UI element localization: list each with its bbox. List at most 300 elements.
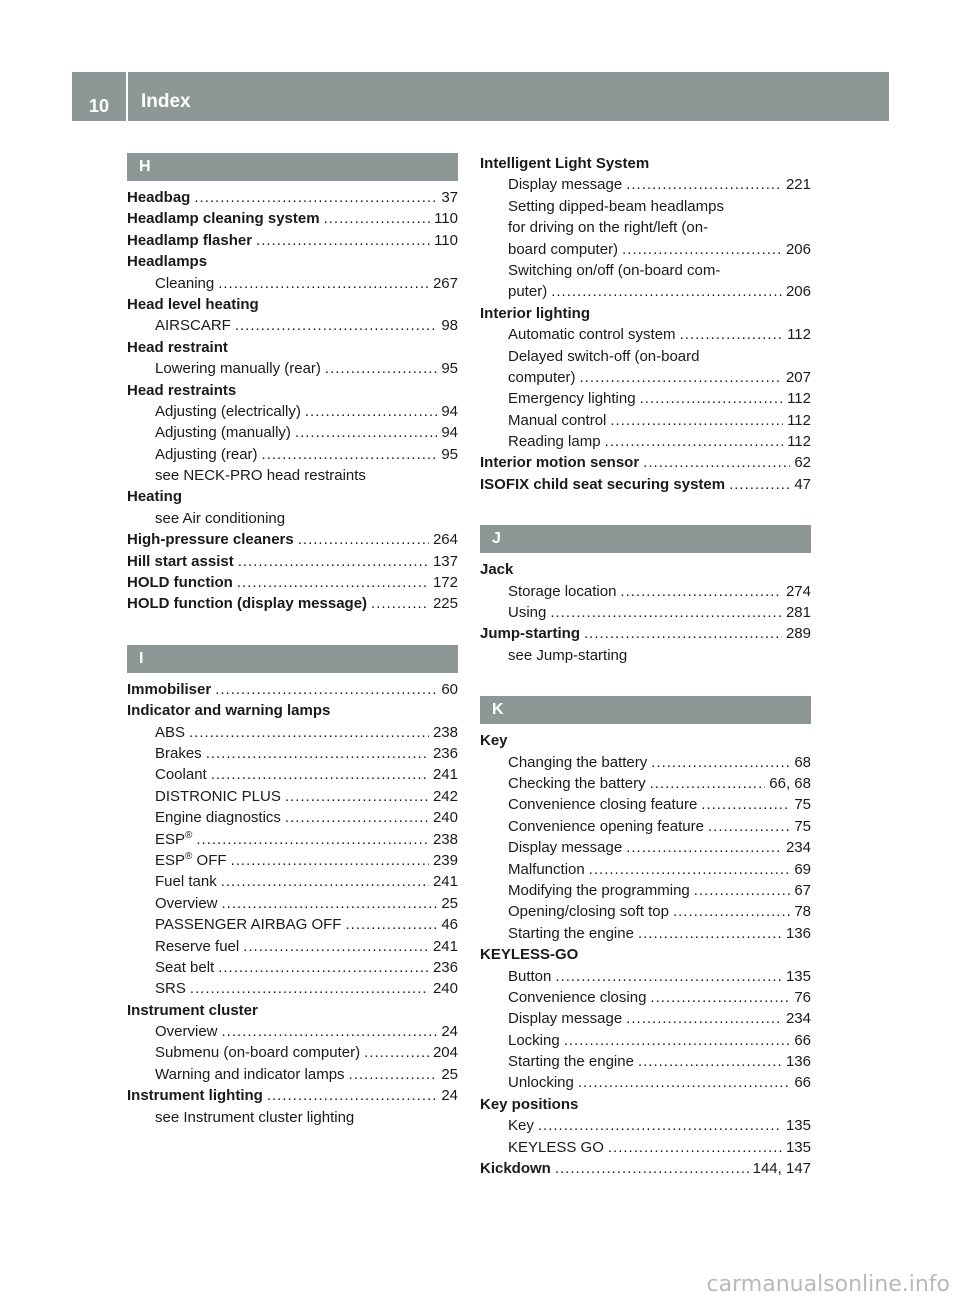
index-section [127, 645, 458, 1128]
dot-leader [285, 786, 429, 807]
index-entry[interactable] [127, 251, 458, 272]
dot-leader [640, 388, 784, 409]
dot-leader [580, 367, 782, 388]
entry-text: Headbag [127, 189, 191, 206]
index-subentry[interactable] [127, 444, 458, 465]
index-subentry[interactable] [127, 358, 458, 379]
index-subentry[interactable] [127, 465, 458, 486]
index-entry[interactable] [127, 337, 458, 358]
entry-text: Manual control [508, 411, 607, 429]
index-entry[interactable] [127, 551, 458, 572]
entry-text: see Jump-starting [508, 646, 628, 664]
index-subentry[interactable] [480, 1030, 811, 1051]
entry-text: Setting dipped-beam headlamps [508, 197, 724, 215]
page-reference[interactable]: 289 [785, 625, 811, 643]
entry-text: computer) [508, 368, 576, 386]
entry-text: for driving on the right/left (on- [508, 219, 709, 237]
page-reference[interactable]: 172 [432, 574, 458, 592]
dot-leader [215, 679, 437, 700]
index-subentry[interactable] [480, 602, 811, 623]
entry-text: see Instrument cluster lighting [155, 1108, 355, 1126]
dot-leader [238, 551, 429, 572]
page-reference[interactable]: 37 [441, 189, 458, 206]
index-subentry[interactable] [127, 401, 458, 422]
entry-text: Starting the engine [508, 1053, 634, 1071]
entry-text: ISOFIX child seat securing system [480, 475, 726, 493]
registered-mark: ® [185, 850, 193, 862]
page-reference[interactable]: 274 [785, 582, 811, 600]
entry-text: Immobiliser [127, 680, 212, 698]
index-entry[interactable] [127, 1000, 458, 1021]
entry-text: DISTRONIC PLUS [155, 787, 281, 805]
index-subentry[interactable] [480, 367, 811, 388]
page-reference[interactable]: 206 [785, 240, 811, 258]
page-reference[interactable]: 207 [785, 368, 811, 386]
index-subentry[interactable] [127, 722, 458, 743]
entry-text: Heating [127, 488, 183, 506]
entry-text: Jump-starting [480, 625, 581, 643]
page-reference[interactable]: 69 [794, 860, 811, 878]
entry-text: see NECK-PRO head restraints [155, 467, 366, 485]
page-reference[interactable]: 112 [787, 390, 811, 408]
section-letter: I [127, 645, 458, 673]
entry-text: Interior motion sensor [480, 454, 640, 472]
dot-leader [231, 850, 429, 871]
entry-text: Kickdown [480, 1160, 551, 1178]
page-reference[interactable]: 242 [432, 787, 458, 805]
index-entry[interactable] [127, 593, 458, 614]
watermark: carmanualsonline.info [706, 1272, 950, 1297]
page-reference[interactable]: 25 [441, 1065, 458, 1083]
index-subentry[interactable] [480, 260, 811, 281]
page-reference[interactable]: 78 [794, 903, 811, 921]
entry-text: HOLD function (display message) [127, 595, 368, 613]
dot-leader [694, 880, 791, 901]
entry-text: AIRSCARF [155, 317, 231, 335]
index-subentry[interactable] [480, 217, 811, 238]
index-column-left [127, 153, 458, 1128]
entry-text: Checking the battery [508, 774, 646, 792]
entry-text: Indicator and warning lamps [127, 702, 331, 720]
dot-leader [610, 410, 783, 431]
index-subentry[interactable] [127, 893, 458, 914]
entry-text: Button [508, 967, 552, 985]
index-subentry[interactable] [480, 174, 811, 195]
entry-text: Display message [508, 176, 623, 194]
entry-text: ESP® OFF [155, 850, 227, 869]
page-reference[interactable]: 24 [441, 1087, 458, 1105]
index-entry[interactable] [127, 529, 458, 550]
dot-leader [729, 474, 790, 495]
page-reference[interactable]: 25 [441, 894, 458, 912]
dot-leader [578, 1072, 790, 1093]
entry-text: HOLD function [127, 574, 233, 592]
page-reference[interactable]: 238 [432, 723, 458, 741]
header-divider [126, 72, 128, 121]
entry-text: Cleaning [155, 274, 215, 292]
entry-text: Opening/closing soft top [508, 903, 669, 921]
entry-text: see Air conditioning [155, 509, 286, 527]
page-reference[interactable]: 240 [432, 809, 458, 827]
page-reference[interactable]: 62 [794, 454, 811, 472]
entry-text: Fuel tank [155, 873, 217, 891]
page-reference[interactable]: 204 [432, 1044, 458, 1062]
page-reference[interactable]: 264 [432, 531, 458, 549]
entry-text: Convenience closing feature [508, 796, 698, 814]
dot-leader [325, 358, 437, 379]
page-reference[interactable]: 225 [432, 595, 458, 613]
index-subentry[interactable] [480, 431, 811, 452]
dot-leader [295, 422, 437, 443]
dot-leader [218, 957, 429, 978]
dot-leader [243, 936, 429, 957]
index-subentry[interactable] [480, 923, 811, 944]
dot-leader [305, 401, 437, 422]
index-subentry[interactable] [480, 581, 811, 602]
index-subentry[interactable] [127, 422, 458, 443]
entry-text: Adjusting (rear) [155, 445, 258, 463]
index-subentry[interactable] [127, 315, 458, 336]
index-subentry[interactable] [480, 1051, 811, 1072]
dot-leader [638, 1051, 782, 1072]
index-subentry[interactable] [127, 764, 458, 785]
index-subentry[interactable] [480, 388, 811, 409]
index-subentry[interactable] [480, 901, 811, 922]
entry-text: Intelligent Light System [480, 155, 650, 172]
index-subentry[interactable] [480, 410, 811, 431]
page-reference[interactable]: 135 [785, 1138, 811, 1156]
entry-text: SRS [155, 980, 186, 998]
entry-text: Malfunction [508, 860, 585, 878]
entry-text: ESP® [155, 829, 193, 848]
index-entry[interactable] [127, 380, 458, 401]
entry-text: Convenience opening feature [508, 817, 704, 835]
dot-leader [196, 829, 429, 850]
index-subentry[interactable] [480, 196, 811, 217]
dot-leader [620, 581, 782, 602]
page-reference[interactable]: 66 [794, 1074, 811, 1092]
entry-text: Headlamp cleaning system [127, 210, 320, 228]
index-subentry[interactable] [127, 850, 458, 871]
index-subentry[interactable] [480, 816, 811, 837]
page-reference[interactable]: 241 [432, 766, 458, 784]
index-entry[interactable] [480, 474, 811, 495]
page-reference[interactable]: 76 [794, 988, 811, 1006]
dot-leader [551, 281, 782, 302]
dot-leader [555, 966, 782, 987]
page-reference[interactable]: 94 [441, 402, 458, 420]
page-reference[interactable]: 136 [785, 1053, 811, 1071]
index-entry[interactable] [480, 153, 811, 174]
page-reference[interactable]: 281 [785, 604, 811, 622]
page-reference[interactable]: 144, 147 [752, 1160, 811, 1178]
entry-text: Brakes [155, 744, 202, 762]
index-subentry[interactable] [480, 645, 811, 666]
page-reference[interactable]: 234 [785, 1010, 811, 1028]
page-reference[interactable]: 221 [785, 176, 811, 194]
index-entry[interactable] [480, 303, 811, 324]
page-reference[interactable]: 98 [441, 317, 458, 335]
entry-text: Key [480, 732, 508, 750]
page-reference[interactable]: 110 [434, 210, 458, 228]
dot-leader [638, 923, 782, 944]
dot-leader [643, 452, 790, 473]
entry-text: Instrument cluster [127, 1001, 258, 1019]
index-entry[interactable] [480, 452, 811, 473]
entry-text: Head restraint [127, 338, 228, 356]
entry-text: Lowering manually (rear) [155, 360, 321, 378]
dot-leader [538, 1115, 782, 1136]
index-subentry[interactable] [480, 239, 811, 260]
index-entry[interactable] [480, 1158, 811, 1179]
entry-text: puter) [508, 283, 548, 301]
page-title: Index [141, 91, 191, 112]
entry-text: Warning and indicator lamps [155, 1065, 345, 1083]
page-reference[interactable]: 241 [432, 937, 458, 955]
entry-text: Using [508, 604, 547, 622]
page-reference[interactable]: 241 [432, 873, 458, 891]
entry-text: Display message [508, 1010, 623, 1028]
index-section [480, 696, 811, 1179]
dot-leader [285, 807, 429, 828]
index-subentry[interactable] [127, 1042, 458, 1063]
entry-text: Seat belt [155, 958, 215, 976]
index-subentry[interactable] [127, 871, 458, 892]
index-entry[interactable] [127, 679, 458, 700]
index-subentry[interactable] [480, 1072, 811, 1093]
page-reference[interactable]: 66 [794, 1031, 811, 1049]
entry-text: High-pressure cleaners [127, 531, 294, 549]
dot-leader [221, 871, 429, 892]
registered-mark: ® [185, 829, 193, 841]
index-entry[interactable] [127, 294, 458, 315]
entry-text: Reserve fuel [155, 937, 240, 955]
index-entry[interactable] [480, 1094, 811, 1115]
entry-text: Key positions [480, 1095, 579, 1113]
entry-text: Headlamp flasher [127, 231, 253, 249]
index-entry[interactable] [480, 944, 811, 965]
entry-text: KEYLESS-GO [480, 946, 579, 964]
page-reference[interactable]: 236 [432, 958, 458, 976]
dot-leader [651, 752, 790, 773]
dot-leader [708, 816, 790, 837]
entry-text: Adjusting (electrically) [155, 402, 301, 420]
index-entry[interactable] [127, 208, 458, 229]
dot-leader [190, 978, 429, 999]
index-subentry[interactable] [127, 829, 458, 850]
entry-text: Changing the battery [508, 753, 648, 771]
page-reference[interactable]: 238 [432, 830, 458, 848]
page-reference[interactable]: 112 [787, 433, 811, 451]
page-reference[interactable]: 206 [785, 283, 811, 301]
dot-leader [237, 572, 429, 593]
entry-text: PASSENGER AIRBAG OFF [155, 916, 342, 934]
page-reference[interactable]: 75 [794, 817, 811, 835]
entry-text: Headlamps [127, 253, 208, 271]
index-subentry[interactable] [480, 1115, 811, 1136]
dot-leader [564, 1030, 791, 1051]
dot-leader [673, 901, 790, 922]
entry-text: ABS [155, 723, 186, 741]
page-reference[interactable]: 24 [441, 1023, 458, 1041]
entry-text: Emergency lighting [508, 390, 636, 408]
page-reference[interactable]: 95 [441, 360, 458, 378]
dot-leader [211, 764, 429, 785]
entry-text: Reading lamp [508, 433, 601, 451]
index-subentry[interactable] [480, 987, 811, 1008]
index-entry[interactable] [127, 1085, 458, 1106]
index-section [127, 153, 458, 615]
entry-text: Head level heating [127, 295, 259, 313]
index-subentry[interactable] [127, 957, 458, 978]
page-reference[interactable]: 240 [432, 980, 458, 998]
dot-leader [626, 837, 782, 858]
entry-text: Instrument lighting [127, 1087, 263, 1105]
page-reference[interactable]: 68 [794, 753, 811, 771]
index-subentry[interactable] [480, 346, 811, 367]
page-reference[interactable]: 234 [785, 839, 811, 857]
index-subentry[interactable] [480, 1137, 811, 1158]
entry-text: KEYLESS GO [508, 1138, 604, 1156]
entry-text: Interior lighting [480, 304, 590, 322]
index-entry[interactable] [480, 559, 811, 580]
dot-leader [256, 230, 430, 251]
index-subentry[interactable] [127, 1021, 458, 1042]
dot-leader [701, 794, 790, 815]
index-subentry[interactable] [127, 807, 458, 828]
dot-leader [589, 859, 791, 880]
dot-leader [650, 987, 790, 1008]
dot-leader [267, 1085, 437, 1106]
index-subentry[interactable] [127, 936, 458, 957]
dot-leader [680, 324, 784, 345]
entry-text: Modifying the programming [508, 881, 690, 899]
index-entry[interactable] [127, 187, 458, 208]
index-subentry[interactable] [480, 773, 811, 794]
page-reference[interactable]: 95 [441, 445, 458, 463]
dot-leader [298, 529, 429, 550]
page-reference[interactable]: 135 [785, 1117, 811, 1135]
section-letter: H [127, 153, 458, 181]
section-letter: J [480, 525, 811, 553]
entry-text: Switching on/off (on-board com- [508, 261, 721, 279]
dot-leader [371, 593, 429, 614]
entry-text: Automatic control system [508, 326, 676, 344]
index-subentry[interactable] [480, 752, 811, 773]
index-entry[interactable] [480, 730, 811, 751]
dot-leader [605, 431, 784, 452]
page-reference[interactable]: 66, 68 [769, 774, 811, 792]
dot-leader [222, 1021, 438, 1042]
index-subentry[interactable] [480, 837, 811, 858]
index-subentry[interactable] [480, 1008, 811, 1029]
page-reference[interactable]: 75 [794, 796, 811, 814]
entry-text: Head restraints [127, 381, 237, 399]
page-reference[interactable]: 94 [441, 424, 458, 442]
dot-leader [218, 273, 429, 294]
dot-leader [349, 1064, 438, 1085]
entry-text: Starting the engine [508, 924, 634, 942]
entry-text: Jack [480, 561, 514, 579]
dot-leader [608, 1137, 782, 1158]
page-reference[interactable]: 135 [785, 967, 811, 985]
dot-leader [626, 174, 782, 195]
dot-leader [194, 187, 437, 208]
dot-leader [222, 893, 438, 914]
index-subentry[interactable] [127, 786, 458, 807]
entry-text: Storage location [508, 582, 617, 600]
index-subentry[interactable] [480, 966, 811, 987]
entry-text: Display message [508, 839, 623, 857]
index-subentry[interactable] [127, 508, 458, 529]
index-subentry[interactable] [480, 880, 811, 901]
page-reference[interactable]: 112 [787, 326, 811, 344]
index-subentry[interactable] [127, 1107, 458, 1128]
index-subentry[interactable] [127, 914, 458, 935]
entry-text: Overview [155, 1023, 218, 1041]
entry-text: Delayed switch-off (on-board [508, 347, 700, 365]
page-reference[interactable]: 60 [441, 680, 458, 698]
dot-leader [235, 315, 437, 336]
entry-text: Engine diagnostics [155, 809, 281, 827]
page-reference[interactable]: 236 [432, 744, 458, 762]
entry-text: Coolant [155, 766, 207, 784]
index-subentry[interactable] [480, 859, 811, 880]
dot-leader [364, 1042, 429, 1063]
entry-text: Overview [155, 894, 218, 912]
index-subentry[interactable] [480, 794, 811, 815]
dot-leader [626, 1008, 782, 1029]
entry-text: Key [508, 1117, 534, 1135]
dot-leader [555, 1158, 749, 1179]
index-subentry[interactable] [127, 1064, 458, 1085]
page-reference[interactable]: 46 [441, 916, 458, 934]
dot-leader [584, 623, 782, 644]
page-reference[interactable]: 239 [432, 851, 458, 869]
page-reference[interactable]: 47 [794, 475, 811, 493]
dot-leader [650, 773, 766, 794]
index-entry[interactable] [127, 700, 458, 721]
entry-text: Hill start assist [127, 552, 234, 570]
index-subentry[interactable] [127, 273, 458, 294]
page-reference[interactable]: 110 [434, 231, 458, 249]
page-reference[interactable]: 136 [785, 924, 811, 942]
index-section [480, 525, 811, 666]
index-entry[interactable] [127, 572, 458, 593]
page-reference[interactable]: 267 [432, 274, 458, 292]
index-entry[interactable] [127, 230, 458, 251]
index-subentry[interactable] [480, 324, 811, 345]
index-subentry[interactable] [127, 978, 458, 999]
entry-text: Convenience closing [508, 988, 647, 1006]
page-reference[interactable]: 137 [432, 552, 458, 570]
page-reference[interactable]: 67 [794, 881, 811, 899]
dot-leader [189, 722, 429, 743]
section-letter: K [480, 696, 811, 724]
index-subentry[interactable] [127, 743, 458, 764]
index-column-right [480, 153, 811, 1179]
dot-leader [262, 444, 438, 465]
dot-leader [345, 914, 437, 935]
entry-text: Submenu (on-board computer) [155, 1044, 361, 1062]
index-entry[interactable] [127, 486, 458, 507]
page-reference[interactable]: 112 [787, 411, 811, 429]
index-section [480, 153, 811, 495]
dot-leader [622, 239, 782, 260]
index-entry[interactable] [480, 623, 811, 644]
index-subentry[interactable] [480, 281, 811, 302]
entry-text: Locking [508, 1031, 560, 1049]
